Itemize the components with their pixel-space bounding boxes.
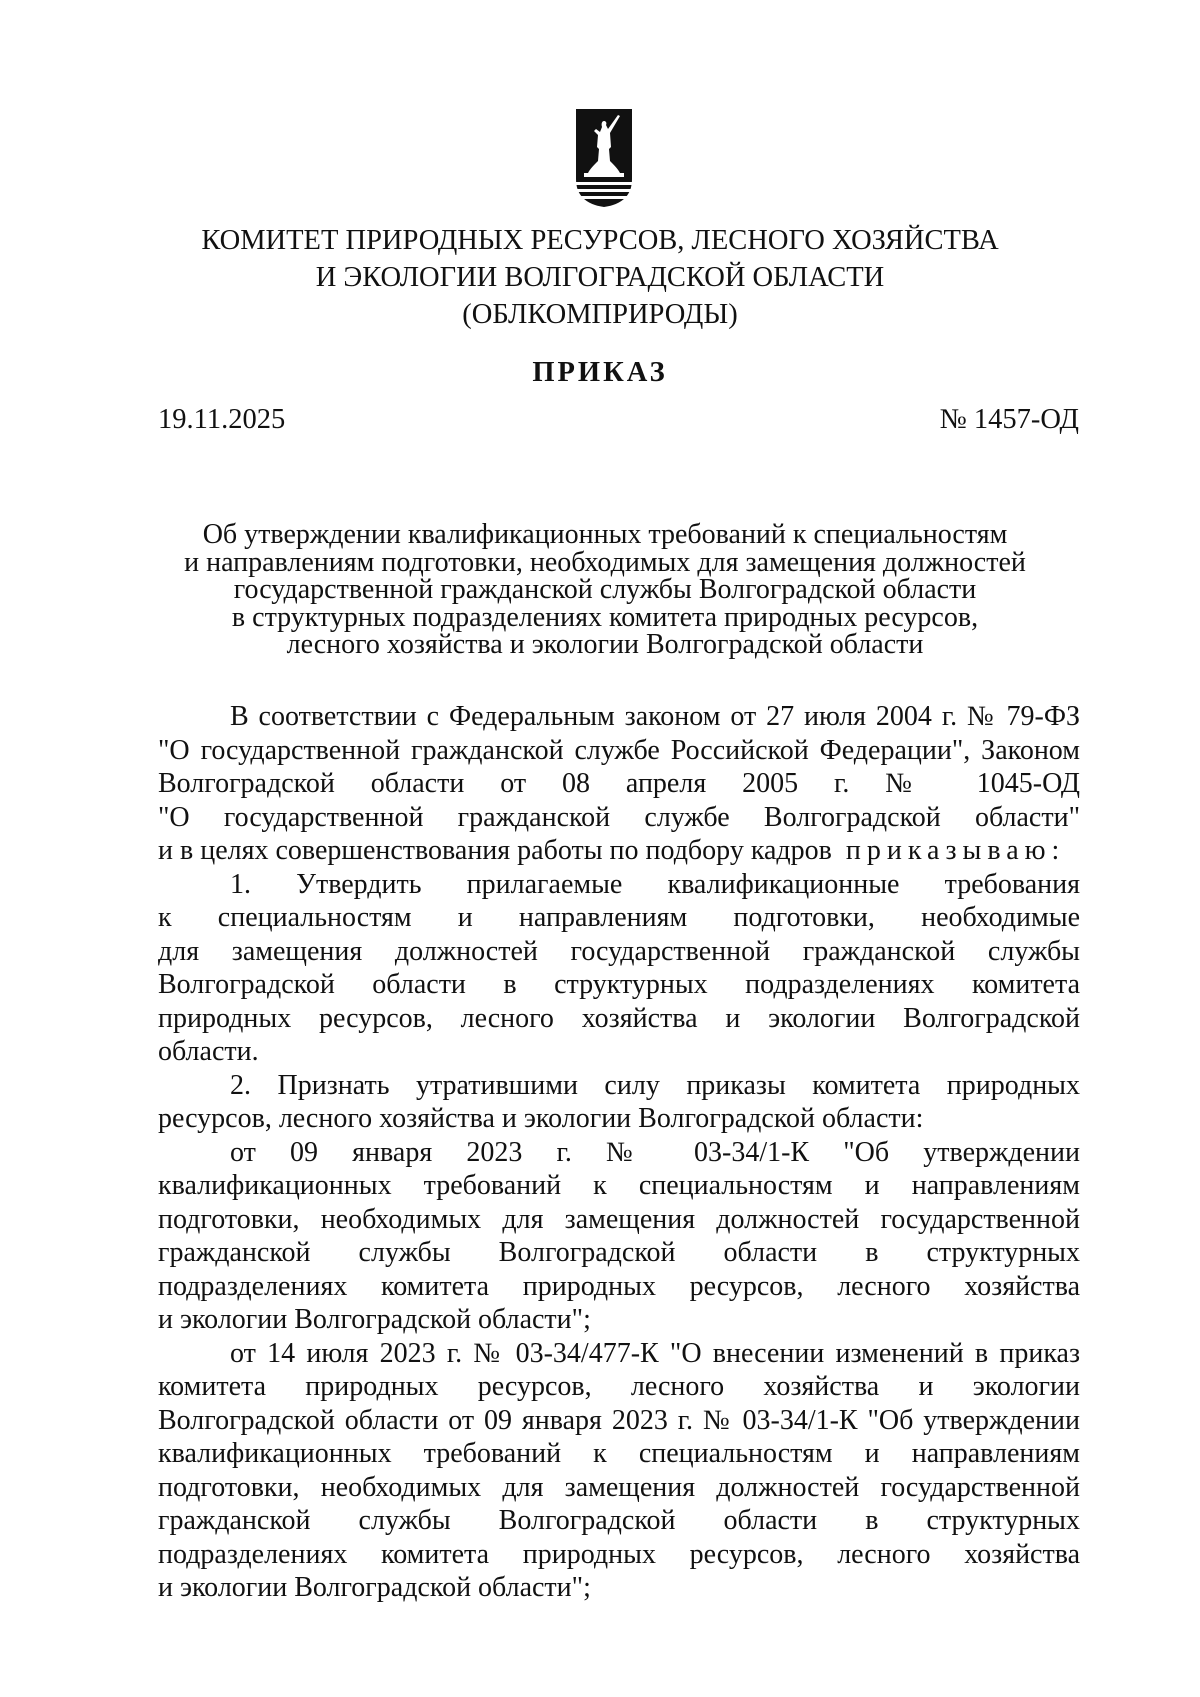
body-line: В соответствии с Федеральным законом от 27 июля 2004 г. № 79-ФЗ xyxy=(230,701,1080,732)
body-line: и экологии Волгоградской области"; xyxy=(158,1572,591,1603)
body-line: от 14 июля 2023 г. № 03-34/477-К "О внесении изменений в приказ xyxy=(230,1337,1080,1369)
document-type-title: ПРИКАЗ xyxy=(532,357,668,388)
document-body xyxy=(158,700,1080,1605)
org-line: И ЭКОЛОГИИ ВОЛГОГРАДСКОЙ ОБЛАСТИ xyxy=(315,262,885,293)
body-line: "О государственной гражданской службе Российской Федерации", Законом xyxy=(158,734,1080,766)
body-line: Волгоградской области в структурных подразделениях комитета xyxy=(158,969,1080,1000)
order-verb: приказываю: xyxy=(845,835,1066,866)
body-line: к специальностям и направлениям подготовки, необходимые xyxy=(158,902,1080,933)
subject-line: и направлениям подготовки, необходимых для замещения должностей xyxy=(184,546,1026,578)
subject-line: Об утверждении квалификационных требований к специальностям xyxy=(202,519,1008,550)
subject-line: государственной гражданской службы Волгоградской области xyxy=(233,574,977,605)
body-line: для замещения должностей государственной гражданской службы xyxy=(158,935,1080,967)
document-date: 19.11.2025 xyxy=(158,404,286,435)
body-line: подготовки, необходимых для замещения должностей государственной xyxy=(158,1471,1080,1503)
org-line: КОМИТЕТ ПРИРОДНЫХ РЕСУРСОВ, ЛЕСНОГО ХОЗЯЙСТВА xyxy=(201,225,999,256)
body-text: и в целях совершенствования работы по подбору кадров xyxy=(158,835,832,866)
body-line xyxy=(158,834,1080,868)
body-line: квалификационных требований к специальностям и направлениям xyxy=(158,1170,1080,1201)
body-line: природных ресурсов, лесного хозяйства и экологии Волгоградской xyxy=(158,1002,1080,1034)
organization-name xyxy=(150,222,1050,333)
coat-of-arms-emblem xyxy=(574,107,634,209)
body-line: и экологии Волгоградской области"; xyxy=(158,1304,591,1335)
body-line: Волгоградской области от 08 апреля 2005 г. № 1045-ОД xyxy=(158,768,1080,799)
body-line: "О государственной гражданской службе Волгоградской области" xyxy=(158,801,1080,833)
body-line: области. xyxy=(158,1036,259,1067)
body-line: от 09 января 2023 г. № 03-34/1-К "Об утверждении xyxy=(230,1136,1080,1168)
body-line: 2. Признать утратившими силу приказы комитета природных xyxy=(230,1069,1080,1101)
coat-of-arms-icon xyxy=(574,107,634,209)
subject-line: лесного хозяйства и экологии Волгоградской области xyxy=(286,629,924,660)
body-line: ресурсов, лесного хозяйства и экологии Волгоградской области: xyxy=(158,1103,924,1134)
body-line: квалификационных требований к специальностям и направлениям xyxy=(158,1438,1080,1469)
body-line: подразделениях комитета природных ресурсов, лесного хозяйства xyxy=(158,1538,1080,1570)
body-line: гражданской службы Волгоградской области в структурных xyxy=(158,1237,1080,1268)
body-line: 1. Утвердить прилагаемые квалификационные требования xyxy=(230,868,1080,900)
document-number: № 1457-ОД xyxy=(939,404,1079,435)
subject-line: в структурных подразделениях комитета природных ресурсов, xyxy=(231,601,979,633)
document-subject xyxy=(150,521,1060,659)
body-line: подготовки, необходимых для замещения должностей государственной xyxy=(158,1203,1080,1235)
body-line: подразделениях комитета природных ресурсов, лесного хозяйства xyxy=(158,1270,1080,1302)
body-line: комитета природных ресурсов, лесного хозяйства и экологии xyxy=(158,1371,1080,1402)
body-line: гражданской службы Волгоградской области в структурных xyxy=(158,1505,1080,1536)
org-line: (ОБЛКОМПРИРОДЫ) xyxy=(462,299,738,330)
body-line: Волгоградской области от 09 января 2023 г. № 03-34/1-К "Об утверждении xyxy=(158,1404,1080,1436)
